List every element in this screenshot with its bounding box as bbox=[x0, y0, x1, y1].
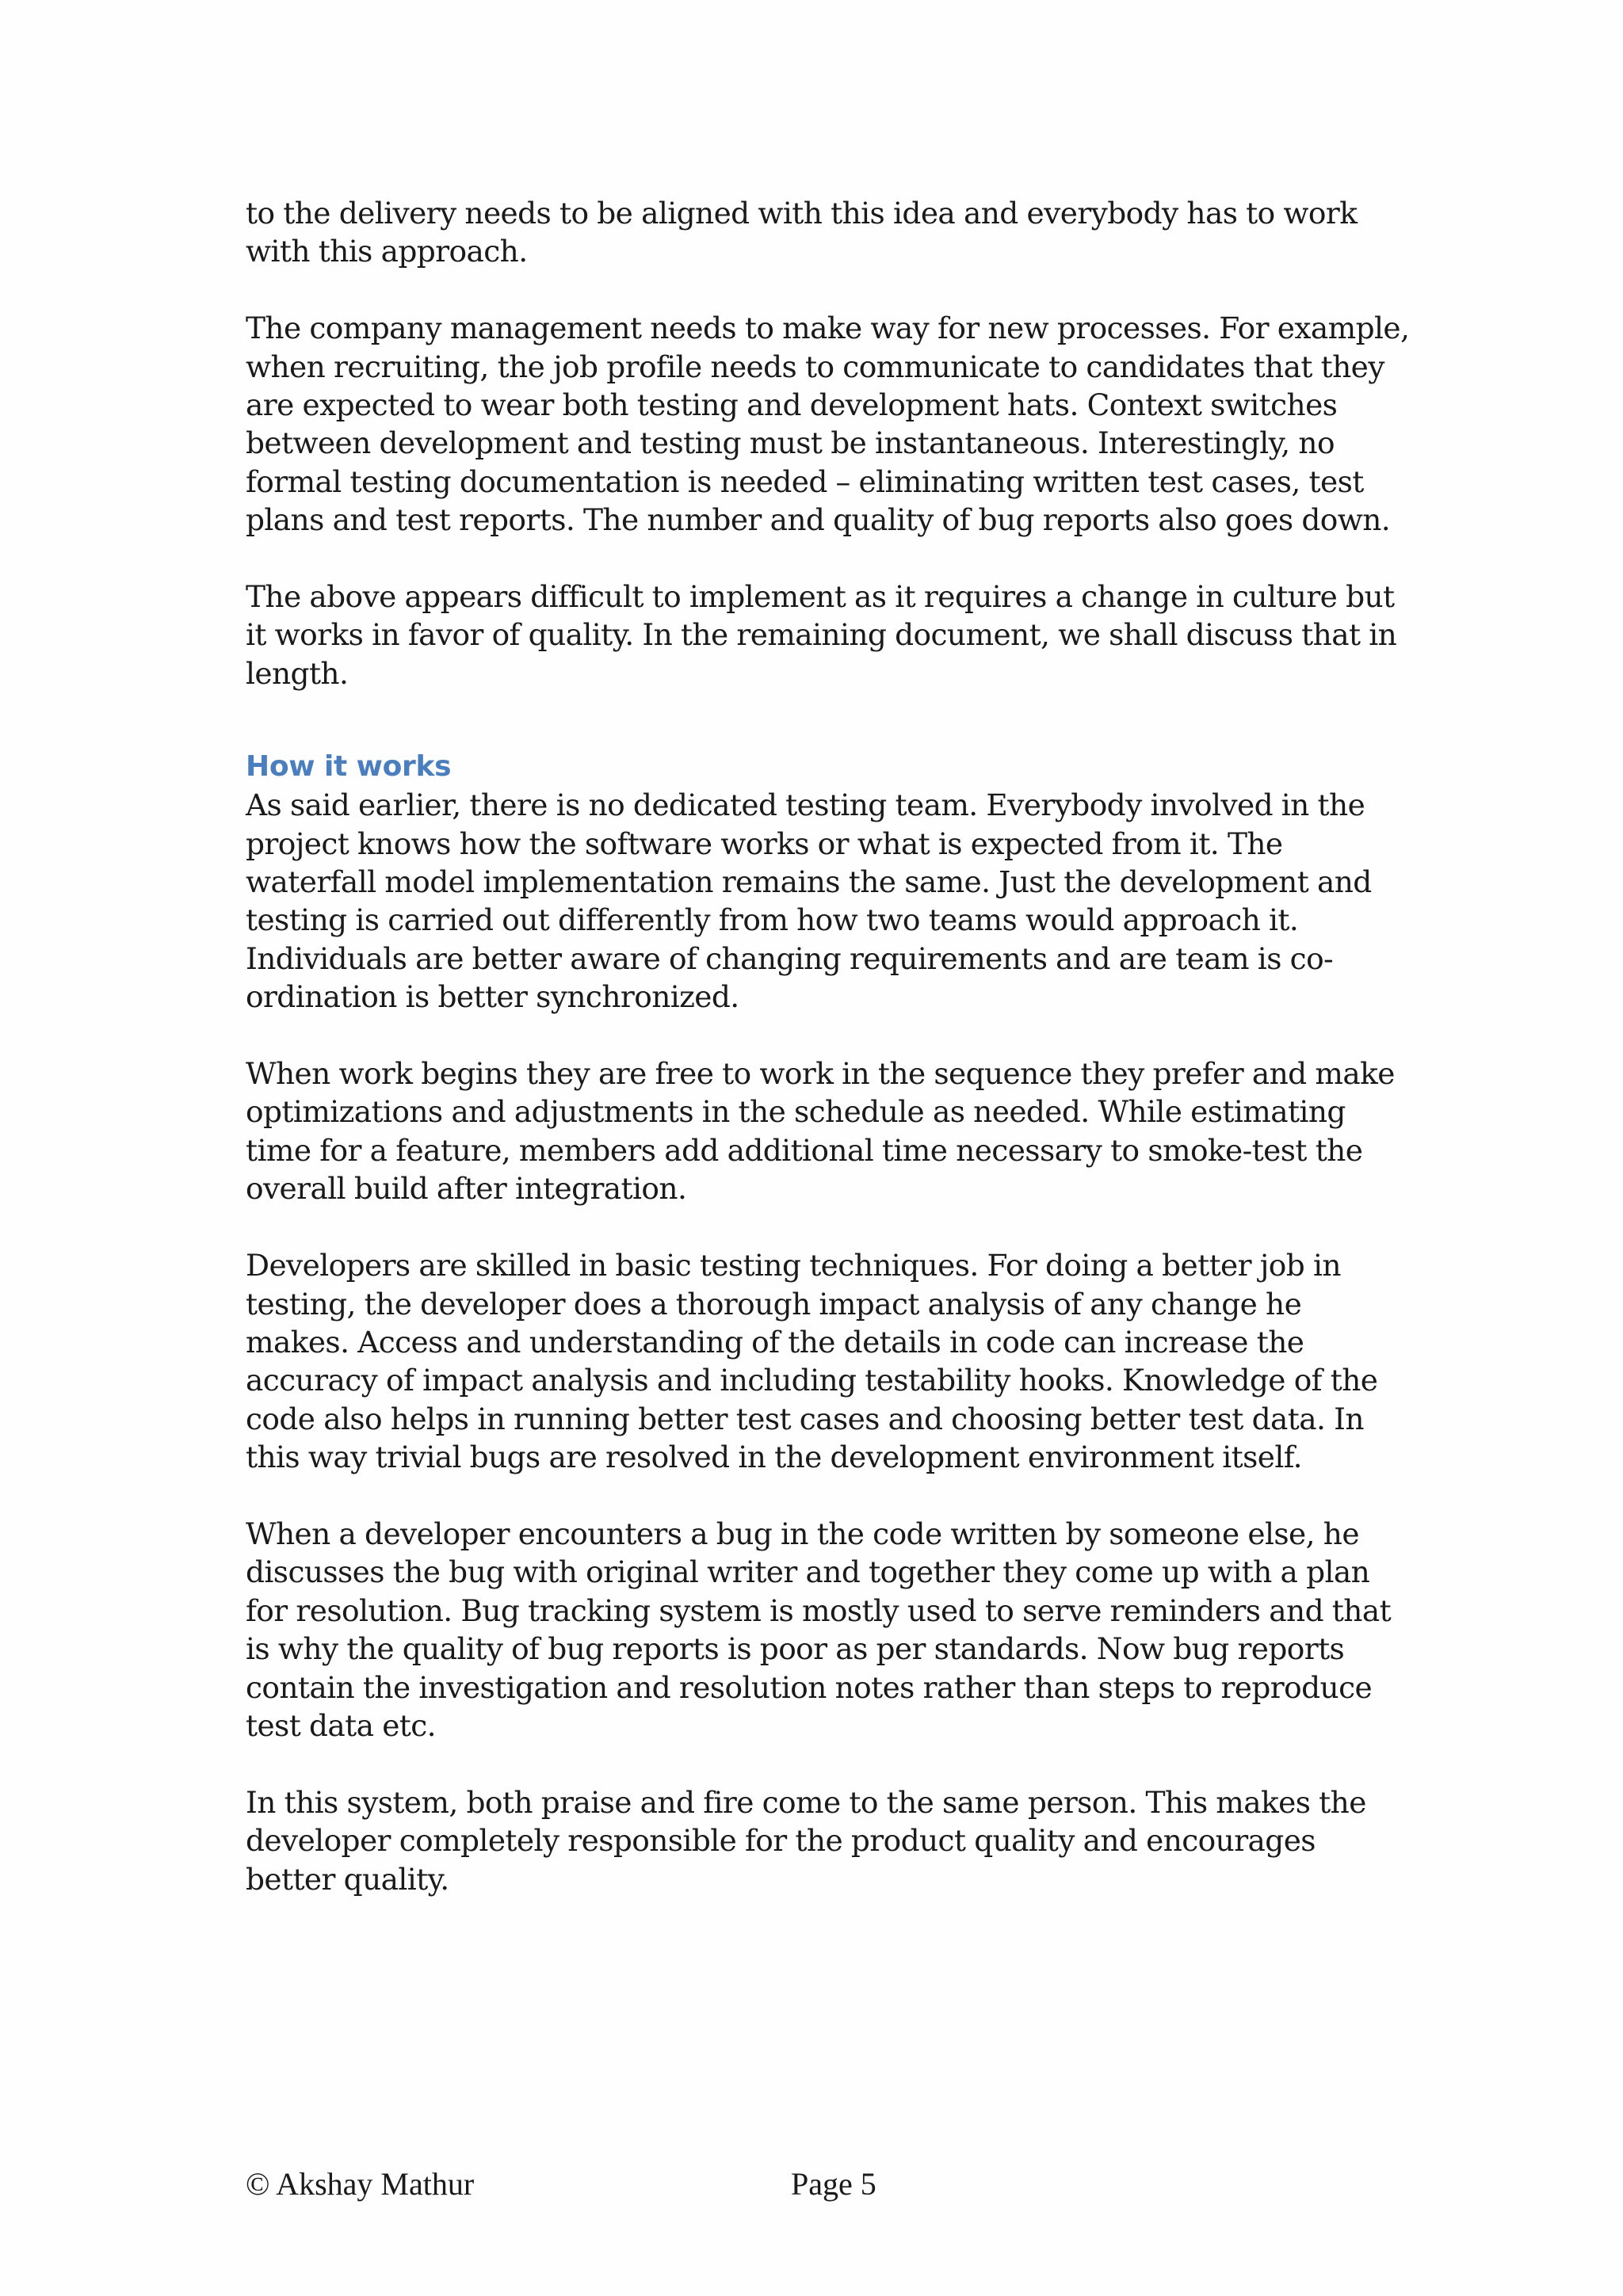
paragraph-intro-2: The company management needs to make way for new processes. For example, when recruiting, the job profile needs to communicate to candidates that they are expected to wear both testing and development hats. Context switches between development and testing must be instantaneous. Interestingly, no formal testing documentation is needed – eliminating written test cases, test plans and test reports. The number and quality of bug reports also goes down. bbox=[246, 311, 1410, 538]
section-how-it-works bbox=[246, 748, 1411, 1898]
paragraph-intro-1: to the delivery needs to be aligned with this idea and everybody has to work with this approach. bbox=[246, 196, 1358, 269]
paragraph-intro-3: The above appears difficult to implement as it requires a change in culture but it works in favor of quality. In the remaining document, we shall discuss that in length. bbox=[246, 579, 1397, 691]
paragraph-section-5: In this system, both praise and fire come to the same person. This makes the developer completely responsible for the product quality and encourages better quality. bbox=[246, 1784, 1366, 1897]
paragraph-section-2: When work begins they are free to work in the sequence they prefer and make optimizations and adjustments in the schedule as needed. While estimating time for a feature, members add additional time necessary to smoke-test the overall build after integration. bbox=[246, 1056, 1395, 1207]
paragraph-section-1: As said earlier, there is no dedicated testing team. Everybody involved in the project knows how the software works or what is expected from it. The waterfall model implementation remains the same. Just the development and testing is carried out differently from how two teams would approach it. Individuals are better aware of changing requirements and are team is co-ordination is better synchronized. bbox=[246, 788, 1372, 1015]
section-heading: How it works bbox=[246, 750, 452, 784]
copyright-notice: © Akshay Mathur bbox=[246, 2166, 475, 2202]
paragraph-section-3: Developers are skilled in basic testing techniques. For doing a better job in testing, the developer does a thorough impact analysis of any change he makes. Access and understanding of the details in code can increase the accuracy of impact analysis and including testability hooks. Knowledge of the code also helps in running better test cases and choosing better test data. In this way trivial bugs are resolved in the development environment itself. bbox=[246, 1248, 1378, 1475]
page-body bbox=[246, 194, 1411, 1936]
page-number: Page 5 bbox=[791, 2166, 876, 2202]
paragraph-section-4: When a developer encounters a bug in the code written by someone else, he discusses the bug with original writer and together they come up with a plan for resolution. Bug tracking system is mostly used to serve reminders and that is why the quality of bug reports is poor as per standards. Now bug reports contain the investigation and resolution notes rather than steps to reproduce test data etc. bbox=[246, 1516, 1392, 1743]
